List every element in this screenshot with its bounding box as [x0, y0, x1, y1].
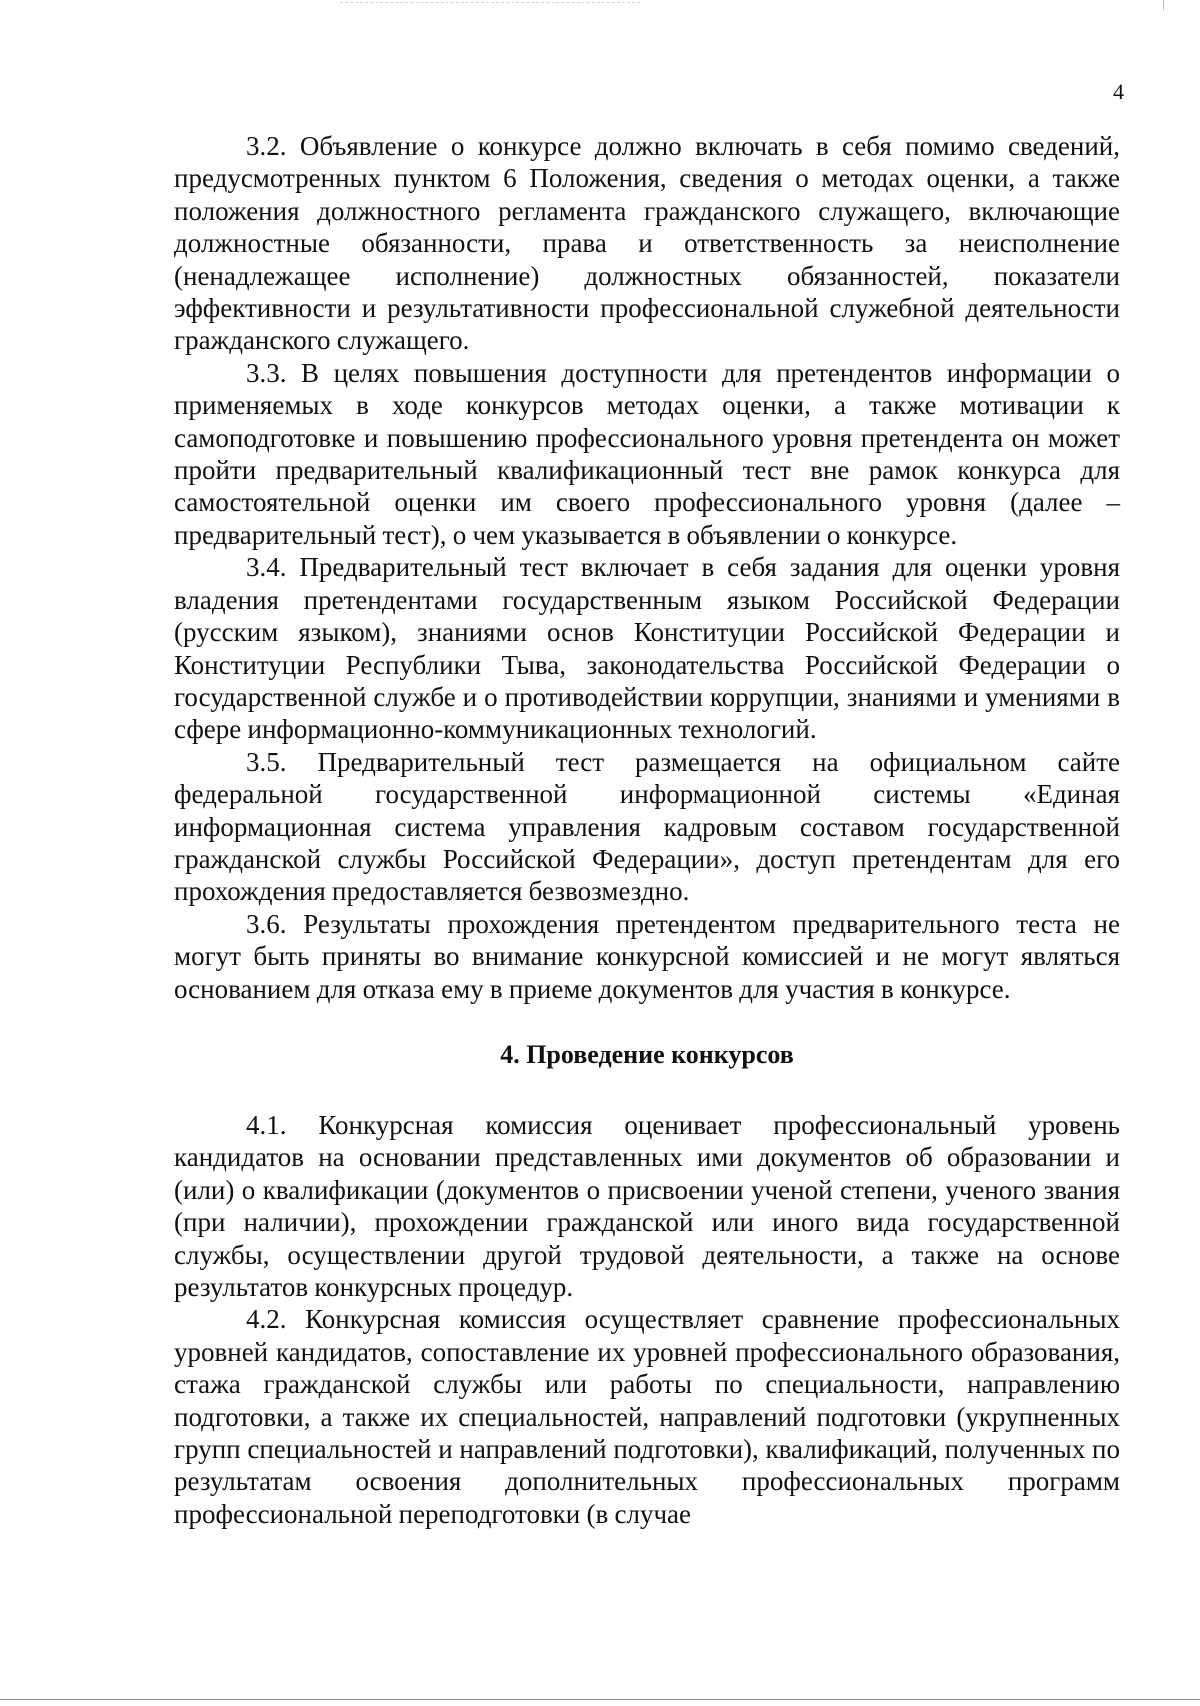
- paragraph-3-3: 3.3. В целях повышения доступности для претендентов информации о применяемых в ходе конкурсов методах оценки, а также мотивации к самоподготовке и повышению профессионального уровня претендента он может пройти предварительный квалификационный тест вне рамок конкурса для самостоятельной оценки им своего профессионального уровня (далее – предварительный тест), о чем указывается в объявлении о конкурсе.: [174, 357, 1120, 550]
- paragraph-3-5: 3.5. Предварительный тест размещается на официальном сайте федеральной государственной информационной системы «Единая информационная система управления кадровым составом государственной гражданской службы Российской Федерации», доступ претендентам для его прохождения предоставляется безвозмездно.: [174, 746, 1120, 907]
- paragraph-3-6: 3.6. Результаты прохождения претендентом предварительного теста не могут быть приняты во внимание конкурсной комиссией и не могут являться основанием для отказа ему в приеме документов для участия в конкурсе.: [174, 908, 1120, 1004]
- paragraph-4-1: 4.1. Конкурсная комиссия оценивает профессиональный уровень кандидатов на основании представленных ими документов об образовании и (или) о квалификации (документов о присвоении ученой степени, ученого звания (при наличии), прохождении гражданской или иного вида государственной службы, осуществлении другой трудовой деятельности, а также на основе результатов конкурсных процедур.: [174, 1109, 1120, 1302]
- section-heading: 4. Проведение конкурсов: [500, 1039, 794, 1069]
- paragraph-3-4: 3.4. Предварительный тест включает в себя задания для оценки уровня владения претендентами государственным языком Российской Федерации (русским языком), знаниями основ Конституции Российской Федерации и Конституции Республики Тыва, законодательства Российской Федерации о государственной службе и о противодействии коррупции, знаниями и умениями в сфере информационно-коммуникационных технологий.: [174, 552, 1120, 745]
- paragraph-3-2: 3.2. Объявление о конкурсе должно включать в себя помимо сведений, предусмотренных пунктом 6 Положения, сведения о методах оценки, а также положения должностного регламента гражданского служащего, включающие должностные обязанности, права и ответственность за неисполнение (ненадлежащее исполнение) должностных обязанностей, показатели эффективности и результативности профессиональной служебной деятельности гражданского служащего.: [174, 131, 1120, 356]
- scan-artifact-top: [340, 2, 640, 4]
- document-body: [174, 130, 1120, 1530]
- spacer: [174, 1005, 1120, 1039]
- page-number: 4: [1113, 79, 1124, 104]
- paragraph-4-2: 4.2. Конкурсная комиссия осуществляет сравнение профессиональных уровней кандидатов, сопоставление их уровней профессионального образования, стажа гражданской службы или работы по специальности, направлению подготовки, а также их специальностей, направлений подготовки (укрупненных групп специальностей и направлений подготовки), квалификаций, полученных по результатам освоения дополнительных профессиональных программ профессиональной переподготовки (в случае: [174, 1304, 1120, 1529]
- scan-artifact-right: [1163, 0, 1164, 10]
- scan-edge-bottom: [0, 1699, 1200, 1700]
- spacer: [174, 1071, 1120, 1109]
